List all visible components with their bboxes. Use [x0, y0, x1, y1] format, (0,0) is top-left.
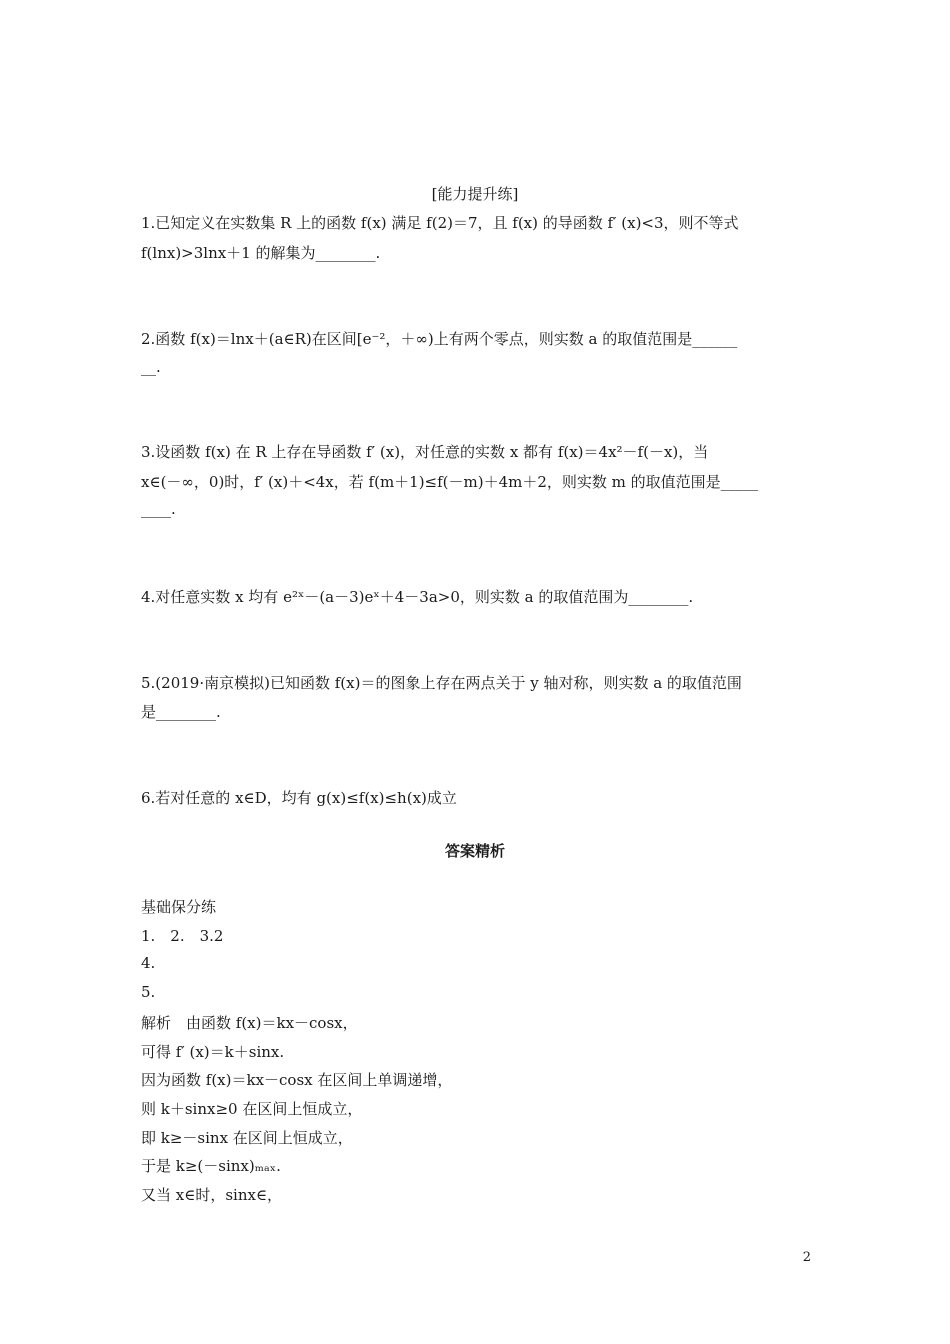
answer-line-3: 4.: [141, 954, 156, 972]
problem-5-line-1: 5.(2019·南京模拟)已知函数 f(x)＝的图象上存在两点关于 y 轴对称，则实数 a 的取值范围: [141, 674, 742, 692]
problem-1-line-2: f(lnx)>3lnx＋1 的解集为________.: [141, 244, 381, 262]
answer-line-5: 解析 由函数 f(x)＝kx－cosx，: [141, 1014, 358, 1032]
problem-1-line-1: 1.已知定义在实数集 R 上的函数 f(x) 满足 f(2)＝7，且 f(x) 的导函数 f′ (x)<3，则不等式: [141, 214, 739, 232]
answer-line-10: 于是 k≥(－sinx)ₘₐₓ.: [141, 1157, 281, 1175]
answer-line-4: 5.: [141, 983, 156, 1001]
problem-2-line-1: 2.函数 f(x)＝lnx＋(a∈R)在区间[e⁻²，＋∞)上有两个零点，则实数 a 的取值范围是______: [141, 330, 738, 348]
section-title: [能力提升练]: [431, 185, 519, 203]
problem-4-line-1: 4.对任意实数 x 均有 e²ˣ－(a－3)eˣ＋4－3a>0，则实数 a 的取值范围为________.: [141, 588, 694, 606]
answer-line-7: 因为函数 f(x)＝kx－cosx 在区间上单调递增，: [141, 1071, 453, 1089]
answer-line-2: 1. 2. 3.2: [141, 927, 224, 945]
answer-line-1: 基础保分练: [141, 898, 217, 916]
problem-5-line-2: 是________.: [141, 703, 221, 721]
answer-line-9: 即 k≥－sinx 在区间上恒成立，: [141, 1129, 353, 1147]
problem-3-line-2: x∈(－∞，0)时，f′ (x)＋<4x，若 f(m＋1)≤f(－m)＋4m＋2，则实数 m 的取值范围是_____: [141, 473, 759, 491]
answer-title: 答案精析: [444, 842, 505, 860]
problem-2-line-2: __.: [141, 358, 161, 376]
problem-3-line-1: 3.设函数 f(x) 在 R 上存在导函数 f′ (x)，对任意的实数 x 都有 f(x)＝4x²－f(－x)，当: [141, 443, 709, 461]
answer-line-11: 又当 x∈时，sinx∈，: [141, 1186, 283, 1204]
answer-line-8: 则 k＋sinx≥0 在区间上恒成立，: [141, 1100, 363, 1118]
answer-line-6: 可得 f′ (x)＝k＋sinx.: [141, 1043, 285, 1061]
problem-3-line-3: ____.: [141, 500, 176, 518]
page-number: 2: [802, 1250, 811, 1265]
problem-6-line-1: 6.若对任意的 x∈D，均有 g(x)≤f(x)≤h(x)成立: [141, 789, 457, 807]
